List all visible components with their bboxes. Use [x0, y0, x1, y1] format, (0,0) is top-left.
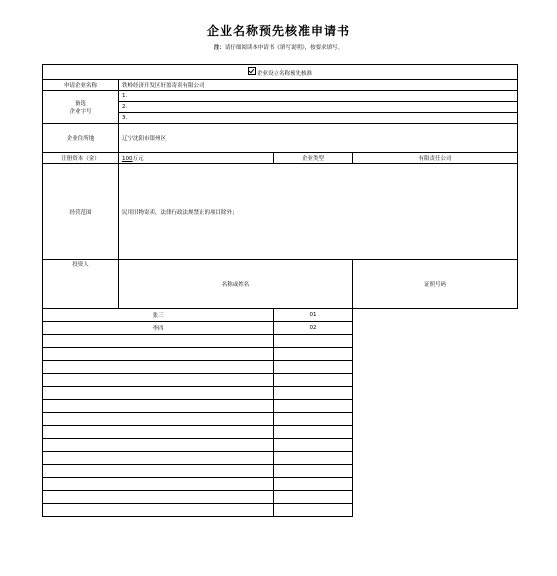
investor-name-cell[interactable]: [43, 491, 274, 504]
investor-id-cell[interactable]: [274, 426, 353, 439]
investor-row: [43, 426, 518, 439]
section-title: 企业设立名称预先核准: [257, 71, 313, 77]
investor-row: [43, 413, 518, 426]
alt-name-field-3[interactable]: 3.: [119, 113, 518, 124]
investor-row: [43, 322, 518, 335]
note-prefix: 注：: [213, 45, 225, 51]
application-form: [42, 64, 518, 517]
address-field[interactable]: 辽宁沈阳市银州区: [119, 124, 518, 153]
capital-unit: 万元: [132, 156, 144, 162]
alt-name-label: [43, 91, 119, 124]
company-type-field[interactable]: 有限责任公司: [353, 153, 518, 164]
investor-name-cell[interactable]: [43, 348, 274, 361]
investor-col-name-header: 名称或姓名: [119, 260, 353, 309]
investor-id-cell[interactable]: [274, 478, 353, 491]
investor-id-cell[interactable]: [274, 335, 353, 348]
investor-row: [43, 387, 518, 400]
capital-label: 注册资本（金）: [43, 153, 119, 164]
investor-name-cell[interactable]: [43, 478, 274, 491]
investor-id-cell[interactable]: [274, 504, 353, 517]
instruction-note: [0, 43, 557, 51]
investor-row: [43, 335, 518, 348]
investor-id-cell[interactable]: [274, 361, 353, 374]
investor-row: [43, 400, 518, 413]
investor-name-cell[interactable]: [43, 426, 274, 439]
investor-name-cell[interactable]: [43, 413, 274, 426]
investor-name-cell[interactable]: [43, 361, 274, 374]
investor-row: [43, 361, 518, 374]
investor-row: [43, 465, 518, 478]
investor-name-cell[interactable]: [43, 387, 274, 400]
investor-label: 投资人: [43, 260, 119, 309]
investor-id-cell[interactable]: [274, 400, 353, 413]
investor-id-cell[interactable]: [274, 387, 353, 400]
investor-name-cell[interactable]: [43, 439, 274, 452]
address-label: 企业住所地: [43, 124, 119, 153]
investor-id-cell[interactable]: [274, 465, 353, 478]
investor-row: [43, 452, 518, 465]
investor-id-cell[interactable]: [274, 348, 353, 361]
section-title-cell: [43, 65, 518, 80]
scope-field[interactable]: 民用旧物寄卖，法律行政法规禁止的项目除外；: [119, 164, 518, 260]
investor-name-cell[interactable]: [43, 465, 274, 478]
investor-id-cell[interactable]: [274, 374, 353, 387]
checked-box-icon: [248, 67, 256, 75]
investor-name-cell[interactable]: [43, 374, 274, 387]
investor-row: [43, 478, 518, 491]
investor-row: [43, 439, 518, 452]
alt-name-label-line2: 企业字号: [69, 109, 92, 115]
investor-id-cell[interactable]: 02: [274, 322, 353, 335]
investor-row: [43, 309, 518, 322]
document-title: 企业名称预先核准申请书: [206, 24, 350, 38]
alt-name-field-2[interactable]: 2.: [119, 102, 518, 113]
investor-id-cell[interactable]: [274, 452, 353, 465]
company-name-label: 申请企业名称: [43, 80, 119, 91]
investor-name-cell[interactable]: [43, 400, 274, 413]
alt-name-field-1[interactable]: 1.: [119, 91, 518, 102]
investor-rows: [43, 309, 518, 517]
investor-name-cell[interactable]: 张三: [43, 309, 274, 322]
capital-amount: 100: [122, 156, 133, 162]
investor-col-id-header: 证照号码: [353, 260, 518, 309]
investor-name-cell[interactable]: [43, 504, 274, 517]
investor-id-cell[interactable]: [274, 439, 353, 452]
alt-name-label-line1: 备选: [74, 101, 86, 107]
investor-id-cell[interactable]: [274, 491, 353, 504]
investor-name-cell[interactable]: [43, 452, 274, 465]
investor-row: [43, 491, 518, 504]
investor-id-cell[interactable]: 01: [274, 309, 353, 322]
company-name-field[interactable]: 铁岭经济开发区轩盈寄卖有限公司: [119, 80, 518, 91]
company-type-label: 企业类型: [274, 153, 353, 164]
investor-name-cell[interactable]: 李四: [43, 322, 274, 335]
investor-id-cell[interactable]: [274, 413, 353, 426]
capital-field[interactable]: [119, 153, 274, 164]
investor-row: [43, 348, 518, 361]
investor-row: [43, 374, 518, 387]
scope-label: 经营范围: [43, 164, 119, 260]
note-text: 请仔细阅读本申请书《填写说明》，按要求填写。: [224, 45, 344, 51]
investor-row: [43, 504, 518, 517]
investor-name-cell[interactable]: [43, 335, 274, 348]
